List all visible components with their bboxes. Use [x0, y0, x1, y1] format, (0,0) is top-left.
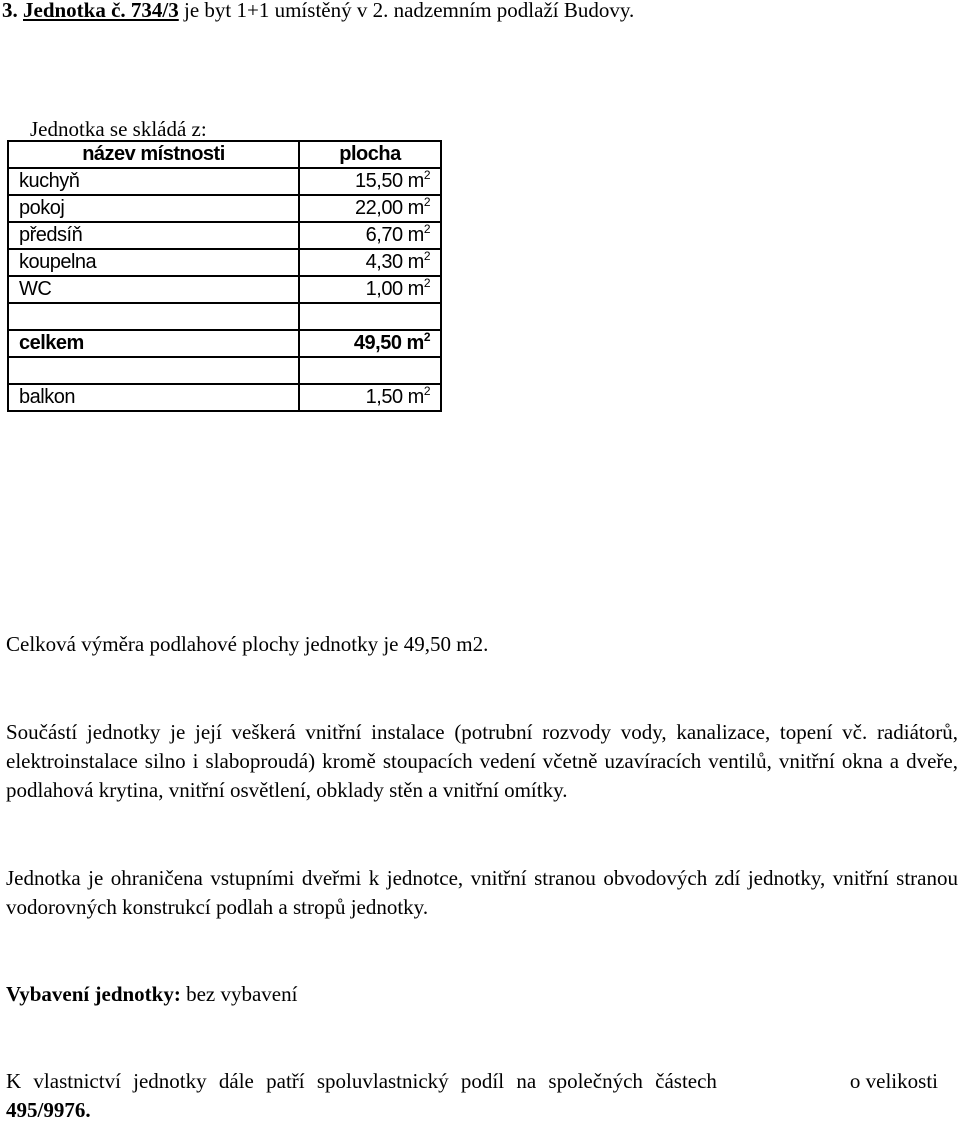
section-heading: [2, 0, 634, 23]
rooms-table: [7, 140, 442, 412]
table-empty-row: [8, 303, 441, 330]
total-label: celkem: [8, 330, 299, 357]
table-row: [8, 195, 441, 222]
room-name: WC: [8, 276, 299, 303]
total-area-paragraph: Celková výměra podlahové plochy jednotky je 49,50 m2.: [6, 632, 489, 656]
room-area: 6,70 $m^2$: [299, 222, 441, 249]
equipment-paragraph: [6, 980, 958, 1009]
section-number: 3.: [2, 0, 18, 22]
unit-label: Jednotka č. 734/3: [23, 0, 179, 22]
room-name: koupelna: [8, 249, 299, 276]
table-row: [8, 249, 441, 276]
room-area: 22,00 $m^2$: [299, 195, 441, 222]
balcony-area: 1,50 $m^2$: [299, 384, 441, 411]
table-total-row: [8, 330, 441, 357]
boundary-paragraph: Jednotka je ohraničena vstupními dveřmi k jednotce, vnitřní stranou obvodových zdí jednotky, vnitřní stranou vodorovných konstrukcí podlah a stropů jednotky.: [6, 866, 958, 919]
room-name: pokoj: [8, 195, 299, 222]
equipment-label: Vybavení jednotky:: [6, 982, 181, 1006]
total-area: 49,50 $m^2$: [299, 330, 441, 357]
table-row: [8, 222, 441, 249]
ownership-tail: o velikosti: [849, 1069, 938, 1093]
heading-text: je byt 1+1 umístěný v 2. nadzemním podlaží Budovy.: [184, 0, 635, 22]
room-area: 15,50 $m^2$: [299, 168, 441, 195]
header-room-name: název místnosti: [8, 141, 299, 168]
table-extra-row: [8, 384, 441, 411]
room-area: 1,00 $m^2$: [299, 276, 441, 303]
table-empty-row: [8, 357, 441, 384]
ownership-paragraph: [6, 1067, 958, 1125]
ownership-share: 495/9976.: [6, 1098, 91, 1122]
ownership-text: K vlastnictví jednotky dále patří spoluvlastnický podíl na společných částech: [6, 1069, 717, 1093]
header-area: plocha: [299, 141, 441, 168]
table-row: [8, 276, 441, 303]
room-name: kuchyň: [8, 168, 299, 195]
room-area: 4,30 $m^2$: [299, 249, 441, 276]
room-name: předsíň: [8, 222, 299, 249]
balcony-label: balkon: [8, 384, 299, 411]
table-header-row: [8, 141, 441, 168]
equipment-value: bez vybavení: [180, 982, 298, 1006]
table-row: [8, 168, 441, 195]
installations-paragraph: Součástí jednotky je její veškerá vnitřní instalace (potrubní rozvody vody, kanalizace, topení vč. radiátorů, elektroinstalace silno i slaboproudá) kromě stoupacích vedení včetně uzavíracích ventilů, vnitřní okna a dveře, podlahová krytina, vnitřní osvětlení, obklady stěn a vnitřní omítky.: [6, 720, 958, 802]
table-caption: Jednotka se skládá z:: [30, 117, 207, 141]
